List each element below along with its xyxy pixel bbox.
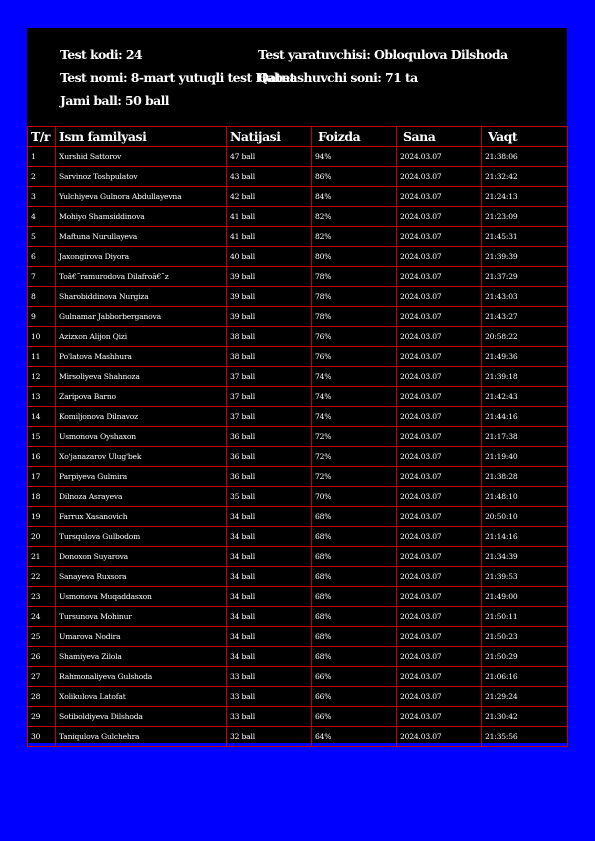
participant-name: Tursqulova Gulbodom <box>56 527 227 547</box>
date: 2024.03.07 <box>397 667 482 687</box>
date: 2024.03.07 <box>397 427 482 447</box>
percent: 82% <box>312 227 397 247</box>
participant-name: Gulnamar Jabborberganova <box>56 307 227 327</box>
row-index: 25 <box>28 627 56 647</box>
percent: 66% <box>312 687 397 707</box>
percent: 68% <box>312 647 397 667</box>
row-index: 7 <box>28 267 56 287</box>
row-index: 2 <box>28 167 56 187</box>
table-row <box>28 487 568 507</box>
time: 21:17:38 <box>482 427 568 447</box>
participant-name: Jaxongirova Diyora <box>56 247 227 267</box>
table-row <box>28 307 568 327</box>
table-header-row <box>28 127 568 147</box>
row-index: 11 <box>28 347 56 367</box>
score: 39 ball <box>227 307 312 327</box>
score: 34 ball <box>227 527 312 547</box>
percent: 78% <box>312 267 397 287</box>
participant-name: Mirsoliyeva Shahnoza <box>56 367 227 387</box>
percent: 78% <box>312 307 397 327</box>
row-index: 28 <box>28 687 56 707</box>
score: 36 ball <box>227 467 312 487</box>
date: 2024.03.07 <box>397 407 482 427</box>
participant-name: Sharobiddinova Nurgiza <box>56 287 227 307</box>
row-index: 8 <box>28 287 56 307</box>
date: 2024.03.07 <box>397 627 482 647</box>
participant-name: Farrux Xasanovich <box>56 507 227 527</box>
date: 2024.03.07 <box>397 687 482 707</box>
participant-count: Qatnashuvchi soni: 71 ta <box>258 70 418 85</box>
percent: 72% <box>312 447 397 467</box>
participant-name: Xurshid Sattorov <box>56 147 227 167</box>
participant-name: Usmonova Muqaddasxon <box>56 587 227 607</box>
percent: 68% <box>312 507 397 527</box>
time: 21:24:13 <box>482 187 568 207</box>
percent: 68% <box>312 547 397 567</box>
table-row <box>28 507 568 527</box>
row-index: 5 <box>28 227 56 247</box>
column-header-date: Sana <box>397 127 482 147</box>
score: 39 ball <box>227 287 312 307</box>
score: 34 ball <box>227 547 312 567</box>
participant-name: Sarvinoz Toshpulatov <box>56 167 227 187</box>
percent: 86% <box>312 167 397 187</box>
table-row <box>28 467 568 487</box>
percent: 72% <box>312 427 397 447</box>
time: 21:38:06 <box>482 147 568 167</box>
row-index: 22 <box>28 567 56 587</box>
time: 21:43:27 <box>482 307 568 327</box>
participant-name: Yulchiyeva Gulnora Abdullayevna <box>56 187 227 207</box>
time: 20:50:10 <box>482 507 568 527</box>
participant-name: Maftuna Nurullayeva <box>56 227 227 247</box>
time: 21:34:39 <box>482 547 568 567</box>
date: 2024.03.07 <box>397 547 482 567</box>
date: 2024.03.07 <box>397 467 482 487</box>
table-row <box>28 387 568 407</box>
percent: 64% <box>312 727 397 747</box>
row-index: 3 <box>28 187 56 207</box>
total-score: Jami ball: 50 ball <box>60 93 169 108</box>
score: 34 ball <box>227 567 312 587</box>
results-table <box>27 126 568 747</box>
time: 21:32:42 <box>482 167 568 187</box>
time: 21:30:42 <box>482 707 568 727</box>
row-index: 12 <box>28 367 56 387</box>
score: 36 ball <box>227 447 312 467</box>
date: 2024.03.07 <box>397 367 482 387</box>
score: 35 ball <box>227 487 312 507</box>
score: 34 ball <box>227 627 312 647</box>
table-row <box>28 587 568 607</box>
table-row <box>28 167 568 187</box>
row-index: 19 <box>28 507 56 527</box>
participant-name: Shamiyeva Zilola <box>56 647 227 667</box>
percent: 68% <box>312 587 397 607</box>
row-index: 1 <box>28 147 56 167</box>
column-header-index: T/r <box>28 127 56 147</box>
score: 42 ball <box>227 187 312 207</box>
score: 33 ball <box>227 667 312 687</box>
participant-name: Xolikulova Latofat <box>56 687 227 707</box>
score: 40 ball <box>227 247 312 267</box>
time: 21:45:31 <box>482 227 568 247</box>
participant-name: Xo'janazarov Ulug'bek <box>56 447 227 467</box>
date: 2024.03.07 <box>397 707 482 727</box>
date: 2024.03.07 <box>397 267 482 287</box>
column-header-result: Natijasi <box>227 127 312 147</box>
participant-name: Parpiyeva Gulmira <box>56 467 227 487</box>
score: 41 ball <box>227 207 312 227</box>
score: 43 ball <box>227 167 312 187</box>
row-index: 18 <box>28 487 56 507</box>
time: 21:14:16 <box>482 527 568 547</box>
percent: 68% <box>312 527 397 547</box>
date: 2024.03.07 <box>397 647 482 667</box>
table-row <box>28 607 568 627</box>
table-row <box>28 207 568 227</box>
row-index: 4 <box>28 207 56 227</box>
time: 21:23:09 <box>482 207 568 227</box>
time: 21:29:24 <box>482 687 568 707</box>
date: 2024.03.07 <box>397 227 482 247</box>
test-author: Test yaratuvchisi: Obloqulova Dilshoda <box>258 47 508 62</box>
table-row <box>28 407 568 427</box>
row-index: 16 <box>28 447 56 467</box>
score: 37 ball <box>227 387 312 407</box>
participant-name: Tursunova Mohinur <box>56 607 227 627</box>
score: 34 ball <box>227 587 312 607</box>
date: 2024.03.07 <box>397 607 482 627</box>
percent: 94% <box>312 147 397 167</box>
date: 2024.03.07 <box>397 287 482 307</box>
row-index: 29 <box>28 707 56 727</box>
score: 37 ball <box>227 407 312 427</box>
percent: 74% <box>312 407 397 427</box>
time: 21:39:18 <box>482 367 568 387</box>
table-row <box>28 547 568 567</box>
time: 21:39:53 <box>482 567 568 587</box>
score: 41 ball <box>227 227 312 247</box>
results-sheet <box>27 28 567 743</box>
row-index: 9 <box>28 307 56 327</box>
participant-name: Toâ€˜ramurodova Dilafroâ€˜z <box>56 267 227 287</box>
time: 21:48:10 <box>482 487 568 507</box>
row-index: 21 <box>28 547 56 567</box>
date: 2024.03.07 <box>397 327 482 347</box>
time: 21:38:28 <box>482 467 568 487</box>
participant-name: Rahmonaliyeva Gulshoda <box>56 667 227 687</box>
participant-name: Dilnoza Asrayeva <box>56 487 227 507</box>
table-row <box>28 567 568 587</box>
score: 32 ball <box>227 727 312 747</box>
score: 36 ball <box>227 427 312 447</box>
table-row <box>28 727 568 747</box>
percent: 66% <box>312 667 397 687</box>
score: 33 ball <box>227 687 312 707</box>
date: 2024.03.07 <box>397 387 482 407</box>
table-row <box>28 247 568 267</box>
column-header-name: Ism familyasi <box>56 127 227 147</box>
table-row <box>28 267 568 287</box>
participant-name: Umarova Nodira <box>56 627 227 647</box>
date: 2024.03.07 <box>397 187 482 207</box>
participant-name: Komiljonova Dilnavoz <box>56 407 227 427</box>
date: 2024.03.07 <box>397 347 482 367</box>
participant-name: Sotiboldiyeva Dilshoda <box>56 707 227 727</box>
time: 21:37:29 <box>482 267 568 287</box>
participant-name: Donoxon Suyarova <box>56 547 227 567</box>
participant-name: Usmonova Oyshaxon <box>56 427 227 447</box>
participant-name: Zaripova Barno <box>56 387 227 407</box>
test-info-header <box>27 28 567 126</box>
row-index: 26 <box>28 647 56 667</box>
time: 21:42:43 <box>482 387 568 407</box>
date: 2024.03.07 <box>397 487 482 507</box>
row-index: 15 <box>28 427 56 447</box>
date: 2024.03.07 <box>397 567 482 587</box>
results-table-body <box>28 147 568 747</box>
table-row <box>28 627 568 647</box>
time: 21:06:16 <box>482 667 568 687</box>
row-index: 13 <box>28 387 56 407</box>
row-index: 14 <box>28 407 56 427</box>
time: 20:58:22 <box>482 327 568 347</box>
percent: 84% <box>312 187 397 207</box>
table-row <box>28 347 568 367</box>
time: 21:19:40 <box>482 447 568 467</box>
percent: 76% <box>312 347 397 367</box>
row-index: 24 <box>28 607 56 627</box>
date: 2024.03.07 <box>397 147 482 167</box>
date: 2024.03.07 <box>397 587 482 607</box>
column-header-percent: Foizda <box>312 127 397 147</box>
date: 2024.03.07 <box>397 167 482 187</box>
time: 21:49:36 <box>482 347 568 367</box>
row-index: 17 <box>28 467 56 487</box>
row-index: 27 <box>28 667 56 687</box>
table-row <box>28 147 568 167</box>
score: 37 ball <box>227 367 312 387</box>
time: 21:44:16 <box>482 407 568 427</box>
date: 2024.03.07 <box>397 447 482 467</box>
percent: 70% <box>312 487 397 507</box>
test-name: Test nomi: 8-mart yutuqli test Habet <box>60 70 295 85</box>
date: 2024.03.07 <box>397 207 482 227</box>
percent: 82% <box>312 207 397 227</box>
table-row <box>28 327 568 347</box>
date: 2024.03.07 <box>397 307 482 327</box>
time: 21:50:23 <box>482 627 568 647</box>
participant-name: Taniqulova Gulchehra <box>56 727 227 747</box>
score: 38 ball <box>227 327 312 347</box>
participant-name: Azizxon Alijon Qizi <box>56 327 227 347</box>
column-header-time: Vaqt <box>482 127 568 147</box>
row-index: 23 <box>28 587 56 607</box>
score: 34 ball <box>227 607 312 627</box>
percent: 66% <box>312 707 397 727</box>
score: 38 ball <box>227 347 312 367</box>
table-row <box>28 447 568 467</box>
time: 21:43:03 <box>482 287 568 307</box>
percent: 72% <box>312 467 397 487</box>
row-index: 6 <box>28 247 56 267</box>
table-row <box>28 527 568 547</box>
participant-name: Po'latova Mashhura <box>56 347 227 367</box>
percent: 76% <box>312 327 397 347</box>
time: 21:50:11 <box>482 607 568 627</box>
time: 21:50:29 <box>482 647 568 667</box>
percent: 68% <box>312 607 397 627</box>
percent: 80% <box>312 247 397 267</box>
percent: 74% <box>312 387 397 407</box>
percent: 78% <box>312 287 397 307</box>
score: 34 ball <box>227 507 312 527</box>
test-code: Test kodi: 24 <box>60 47 143 62</box>
table-row <box>28 367 568 387</box>
time: 21:39:39 <box>482 247 568 267</box>
row-index: 30 <box>28 727 56 747</box>
time: 21:35:56 <box>482 727 568 747</box>
table-row <box>28 227 568 247</box>
score: 34 ball <box>227 647 312 667</box>
participant-name: Sanayeva Ruxsora <box>56 567 227 587</box>
date: 2024.03.07 <box>397 527 482 547</box>
row-index: 20 <box>28 527 56 547</box>
table-row <box>28 187 568 207</box>
participant-name: Mohiyo Shamsiddinova <box>56 207 227 227</box>
table-row <box>28 287 568 307</box>
row-index: 10 <box>28 327 56 347</box>
table-row <box>28 427 568 447</box>
date: 2024.03.07 <box>397 247 482 267</box>
score: 33 ball <box>227 707 312 727</box>
score: 39 ball <box>227 267 312 287</box>
table-row <box>28 707 568 727</box>
table-row <box>28 687 568 707</box>
date: 2024.03.07 <box>397 507 482 527</box>
percent: 74% <box>312 367 397 387</box>
percent: 68% <box>312 567 397 587</box>
table-row <box>28 667 568 687</box>
percent: 68% <box>312 627 397 647</box>
date: 2024.03.07 <box>397 727 482 747</box>
time: 21:49:00 <box>482 587 568 607</box>
table-row <box>28 647 568 667</box>
score: 47 ball <box>227 147 312 167</box>
